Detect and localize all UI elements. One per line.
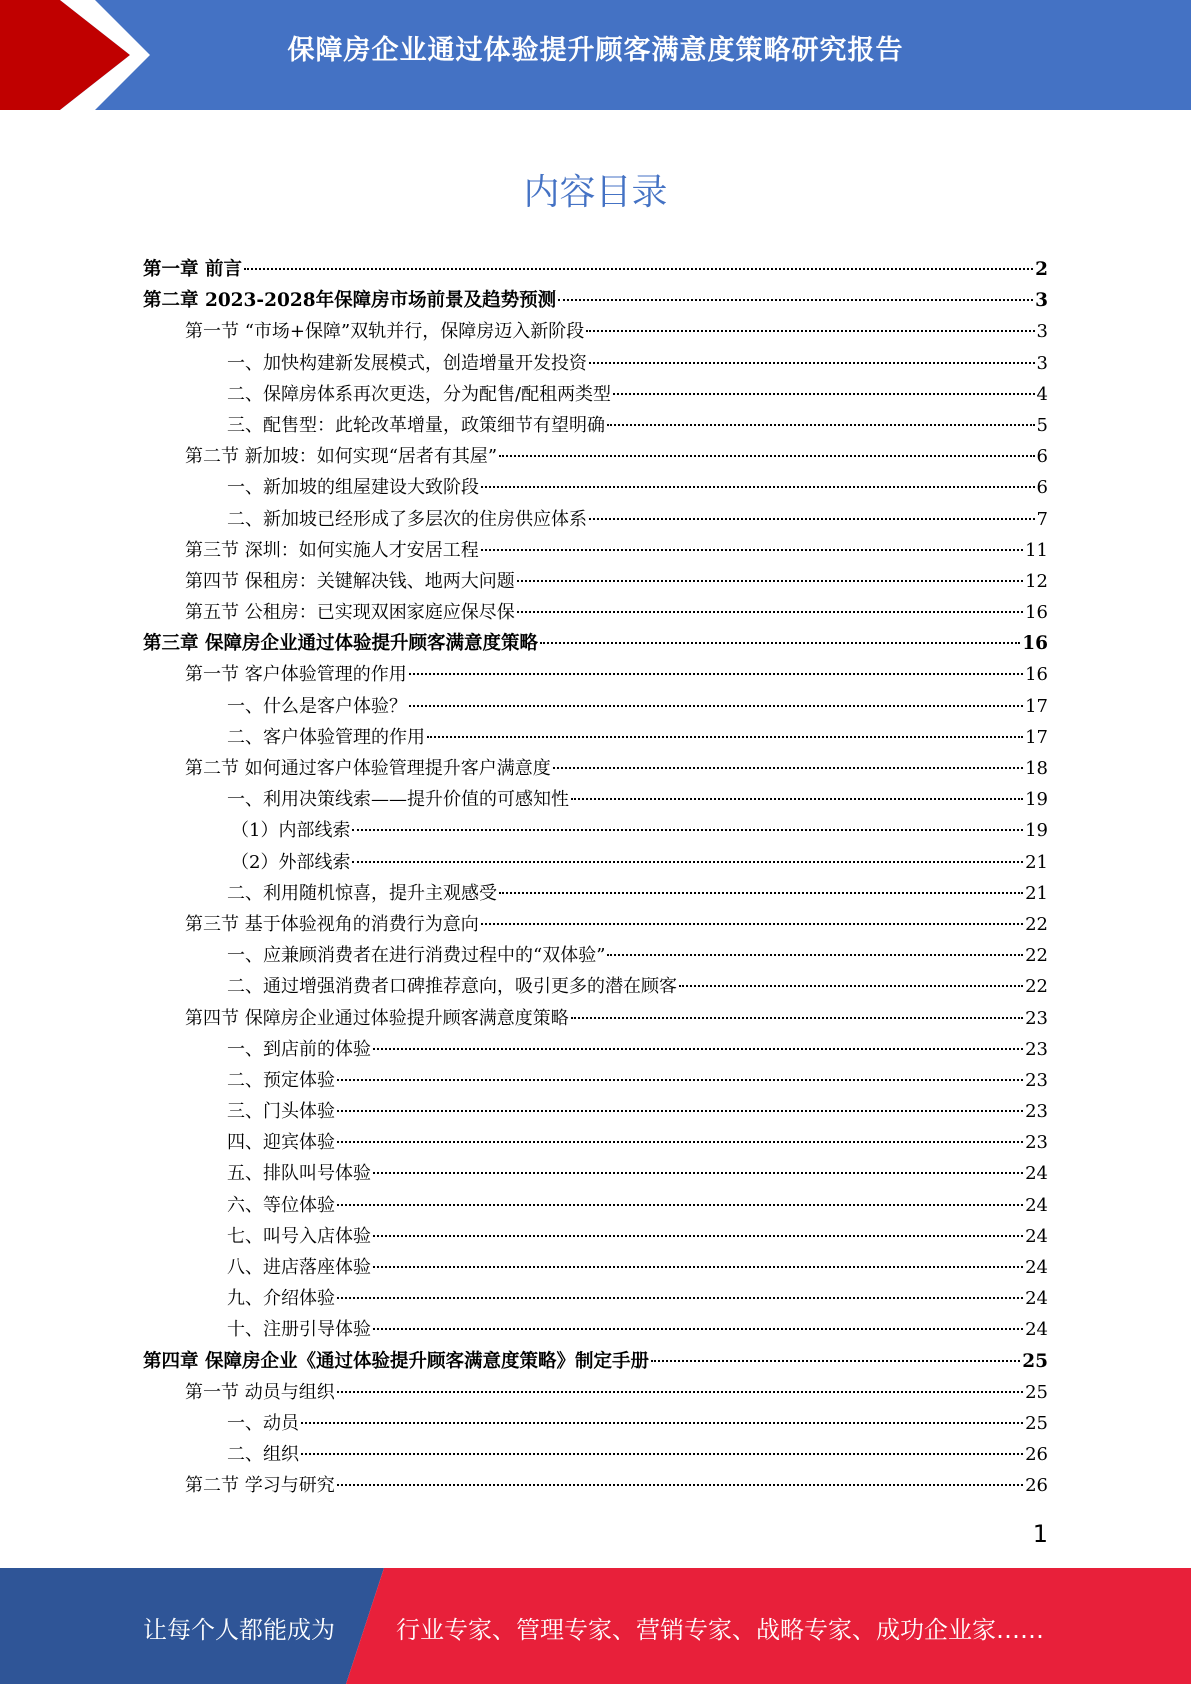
footer-slogan-right: 行业专家、管理专家、营销专家、战略专家、成功企业家…… (396, 1616, 1044, 1644)
toc-entry-title: 第五节 公租房：已实现双困家庭应保尽保 (185, 602, 515, 624)
toc-entry-title: 第二章 2023-2028年保障房市场前景及趋势预测 (143, 290, 557, 312)
toc-entry-title: 第二节 学习与研究 (185, 1475, 335, 1497)
toc-entry-title: 第三章 保障房企业通过体验提升顾客满意度策略 (143, 633, 538, 655)
toc-entry[interactable] (143, 1003, 1048, 1034)
toc-entry[interactable] (143, 1314, 1048, 1345)
toc-entry-page: 18 (1025, 758, 1048, 779)
toc-entry-title: （1）内部线索 (231, 820, 351, 842)
toc-entry-title: 十、注册引导体验 (227, 1319, 371, 1341)
toc-entry-page: 3 (1035, 290, 1048, 312)
toc-entry-page: 23 (1025, 1132, 1048, 1154)
toc-entry[interactable] (143, 940, 1048, 971)
toc-leader-dots (499, 892, 1023, 894)
toc-leader-dots (373, 1328, 1023, 1330)
toc-entry-title: 第一节 客户体验管理的作用 (185, 664, 407, 686)
toc-entry[interactable] (143, 659, 1048, 690)
toc-entry[interactable] (143, 815, 1048, 846)
toc-entry-title: 六、等位体验 (227, 1194, 335, 1216)
toc-entry-title: 二、组织 (227, 1444, 299, 1466)
toc-entry-page: 25 (1025, 1381, 1048, 1403)
toc-entry-title: 二、利用随机惊喜，提升主观感受 (227, 882, 497, 904)
toc-entry-page: 16 (1022, 633, 1048, 655)
toc-entry[interactable] (143, 1065, 1048, 1096)
toc-entry-page: 21 (1025, 851, 1048, 873)
toc-leader-dots (558, 299, 1033, 301)
toc-entry[interactable] (143, 1096, 1048, 1127)
toc-entry[interactable] (143, 753, 1048, 784)
toc-entry[interactable] (143, 784, 1048, 815)
toc-entry-page: 3 (1036, 321, 1048, 343)
toc-entry-title: 第四章 保障房企业《通过体验提升顾客满意度策略》制定手册 (143, 1350, 649, 1372)
toc-entry[interactable] (143, 1377, 1048, 1408)
toc-leader-dots (589, 518, 1035, 520)
toc-entry-title: 八、进店落座体验 (227, 1257, 371, 1278)
toc-leader-dots (613, 393, 1034, 395)
toc-entry-title: 二、预定体验 (227, 1069, 335, 1091)
toc-leader-dots (481, 549, 1023, 551)
toc-entry-page: 25 (1025, 1412, 1048, 1434)
toc-entry[interactable] (143, 472, 1048, 503)
toc-entry-page: 24 (1025, 1319, 1048, 1341)
toc-entry[interactable] (143, 722, 1048, 753)
toc-entry-page: 22 (1025, 976, 1048, 998)
toc-leader-dots (301, 1453, 1023, 1455)
toc-entry[interactable] (143, 597, 1048, 628)
toc-leader-dots (352, 829, 1023, 831)
toc-entry-title: 二、新加坡已经形成了多层次的住房供应体系 (227, 508, 587, 530)
toc-entry-title: 第四节 保障房企业通过体验提升顾客满意度策略 (185, 1007, 569, 1029)
toc-entry-page: 5 (1036, 414, 1048, 436)
toc-entry-title: 七、叫号入店体验 (227, 1225, 371, 1247)
toc-leader-dots (409, 673, 1023, 675)
toc-entry[interactable] (143, 441, 1048, 472)
toc-leader-dots (337, 1391, 1023, 1393)
toc-entry-page: 11 (1025, 539, 1048, 561)
toc-entry[interactable] (143, 535, 1048, 566)
toc-entry-title: 第一节 “市场+保障”双轨并行，保障房迈入新阶段 (185, 321, 585, 343)
toc-entry[interactable] (143, 1190, 1048, 1221)
toc-entry-page: 24 (1025, 1225, 1048, 1247)
toc-entry-page: 23 (1025, 1069, 1048, 1091)
toc-entry-page: 26 (1025, 1444, 1048, 1466)
toc-entry-page: 26 (1025, 1475, 1048, 1497)
toc-entry[interactable] (143, 410, 1048, 441)
toc-leader-dots (373, 1172, 1023, 1174)
toc-leader-dots (337, 1079, 1023, 1081)
toc-entry-page: 3 (1036, 352, 1048, 374)
toc-entry[interactable] (143, 254, 1048, 285)
toc-entry[interactable] (143, 1283, 1048, 1314)
toc-entry-page: 19 (1025, 789, 1048, 811)
toc-entry-page: 24 (1025, 1288, 1048, 1310)
toc-entry[interactable] (143, 1034, 1048, 1065)
toc-leader-dots (337, 1297, 1023, 1299)
toc-leader-dots (499, 455, 1034, 457)
toc-entry-page: 23 (1025, 1007, 1048, 1029)
toc-entry[interactable] (143, 1252, 1048, 1283)
toc-entry[interactable] (143, 1408, 1048, 1439)
toc-entry[interactable] (143, 1346, 1048, 1377)
toc-entry-title: 第一章 前言 (143, 259, 242, 280)
page-number: 1 (1032, 1520, 1048, 1548)
toc-entry-title: 第一节 动员与组织 (185, 1381, 335, 1403)
toc-entry[interactable] (143, 1439, 1048, 1470)
toc-entry-page: 16 (1025, 664, 1048, 686)
toc-leader-dots (352, 861, 1023, 863)
toc-entry-title: 五、排队叫号体验 (227, 1163, 371, 1185)
toc-entry[interactable] (143, 847, 1048, 878)
toc-leader-dots (409, 705, 1023, 707)
toc-leader-dots (540, 642, 1020, 644)
toc-entry-title: 第二节 如何通过客户体验管理提升客户满意度 (185, 758, 551, 779)
toc-entry[interactable] (143, 1127, 1048, 1158)
toc-entry-page: 4 (1036, 383, 1048, 405)
toc-entry-title: 三、配售型：此轮改革增量，政策细节有望明确 (227, 414, 605, 436)
toc-entry[interactable] (143, 878, 1048, 909)
toc-entry-title: 一、动员 (227, 1412, 299, 1434)
report-title: 保障房企业通过体验提升顾客满意度策略研究报告 (287, 35, 904, 66)
toc-leader-dots (586, 330, 1034, 332)
toc-leader-dots (244, 268, 1033, 270)
toc-entry-title: 三、门头体验 (227, 1101, 335, 1123)
toc-leader-dots (373, 1048, 1023, 1050)
toc-entry-title: 第四节 保租房：关键解决钱、地两大问题 (185, 570, 515, 592)
toc-entry[interactable] (143, 379, 1048, 410)
toc-leader-dots (301, 1422, 1023, 1424)
toc-entry-page: 16 (1025, 602, 1048, 624)
toc-entry-page: 22 (1025, 945, 1048, 967)
page-footer (0, 1568, 1191, 1684)
toc-entry-page: 21 (1025, 882, 1048, 904)
toc-leader-dots (607, 424, 1035, 426)
toc-entry-page: 19 (1025, 820, 1048, 842)
toc-heading: 内容目录 (523, 172, 668, 213)
toc-entry-page: 2 (1035, 259, 1048, 280)
toc-entry[interactable] (143, 316, 1048, 347)
toc-entry-title: 第三节 深圳：如何实施人才安居工程 (185, 539, 479, 561)
toc-entry-page: 17 (1025, 695, 1048, 717)
toc-leader-dots (589, 362, 1035, 364)
toc-entry[interactable] (143, 566, 1048, 597)
toc-entry-page: 24 (1025, 1163, 1048, 1185)
toc-entry[interactable] (143, 1470, 1048, 1501)
toc-leader-dots (337, 1110, 1023, 1112)
toc-entry-title: 一、应兼顾消费者在进行消费过程中的“双体验” (227, 945, 606, 967)
toc-entry-title: 二、保障房体系再次更迭，分为配售/配租两类型 (227, 383, 612, 405)
toc-entry-page: 23 (1025, 1101, 1048, 1123)
toc-entry[interactable] (143, 1158, 1048, 1189)
toc-entry-page: 6 (1036, 446, 1048, 468)
toc-leader-dots (337, 1484, 1023, 1486)
toc-leader-dots (373, 1266, 1023, 1268)
toc-entry-title: 第二节 新加坡：如何实现“居者有其屋” (185, 446, 498, 468)
toc-entry[interactable] (143, 691, 1048, 722)
toc-leader-dots (481, 923, 1023, 925)
toc-entry-title: （2）外部线索 (231, 851, 351, 873)
toc-entry-title: 二、通过增强消费者口碑推荐意向，吸引更多的潜在顾客 (227, 976, 677, 998)
toc-entry-page: 22 (1025, 913, 1048, 935)
toc-entry-page: 24 (1025, 1257, 1048, 1278)
toc-leader-dots (427, 736, 1023, 738)
toc-leader-dots (607, 954, 1023, 956)
toc-leader-dots (517, 611, 1023, 613)
toc-entry-title: 二、客户体验管理的作用 (227, 726, 425, 748)
toc-leader-dots (337, 1141, 1023, 1143)
toc-leader-dots (553, 767, 1023, 769)
footer-slogan-left: 让每个人都能成为 (143, 1616, 335, 1644)
toc-entry-title: 一、利用决策线索——提升价值的可感知性 (227, 789, 569, 811)
table-of-contents (143, 254, 1048, 1502)
toc-entry-title: 一、新加坡的组屋建设大致阶段 (227, 477, 479, 499)
toc-leader-dots (571, 1017, 1023, 1019)
toc-entry-title: 一、到店前的体验 (227, 1038, 371, 1060)
toc-entry-page: 12 (1025, 570, 1048, 592)
toc-entry[interactable] (143, 504, 1048, 535)
toc-entry-page: 24 (1025, 1194, 1048, 1216)
toc-entry-page: 23 (1025, 1038, 1048, 1060)
toc-entry[interactable] (143, 628, 1048, 659)
toc-entry-title: 九、介绍体验 (227, 1288, 335, 1310)
toc-leader-dots (481, 486, 1035, 488)
toc-entry-title: 第三节 基于体验视角的消费行为意向 (185, 913, 479, 935)
toc-entry-page: 17 (1025, 726, 1048, 748)
toc-entry[interactable] (143, 909, 1048, 940)
toc-leader-dots (337, 1204, 1023, 1206)
toc-leader-dots (373, 1235, 1023, 1237)
toc-entry-page: 25 (1022, 1350, 1048, 1372)
toc-leader-dots (571, 798, 1023, 800)
toc-leader-dots (517, 580, 1023, 582)
page-header (0, 0, 1191, 110)
toc-entry-title: 一、什么是客户体验？ (227, 695, 407, 717)
toc-entry[interactable] (143, 1221, 1048, 1252)
toc-entry-title: 一、加快构建新发展模式，创造增量开发投资 (227, 352, 587, 374)
toc-entry[interactable] (143, 971, 1048, 1002)
toc-leader-dots (651, 1360, 1020, 1362)
toc-entry-page: 7 (1036, 508, 1048, 530)
toc-entry-title: 四、迎宾体验 (227, 1132, 335, 1154)
toc-entry[interactable] (143, 285, 1048, 316)
toc-entry-page: 6 (1036, 477, 1048, 499)
toc-entry[interactable] (143, 348, 1048, 379)
toc-leader-dots (679, 985, 1023, 987)
